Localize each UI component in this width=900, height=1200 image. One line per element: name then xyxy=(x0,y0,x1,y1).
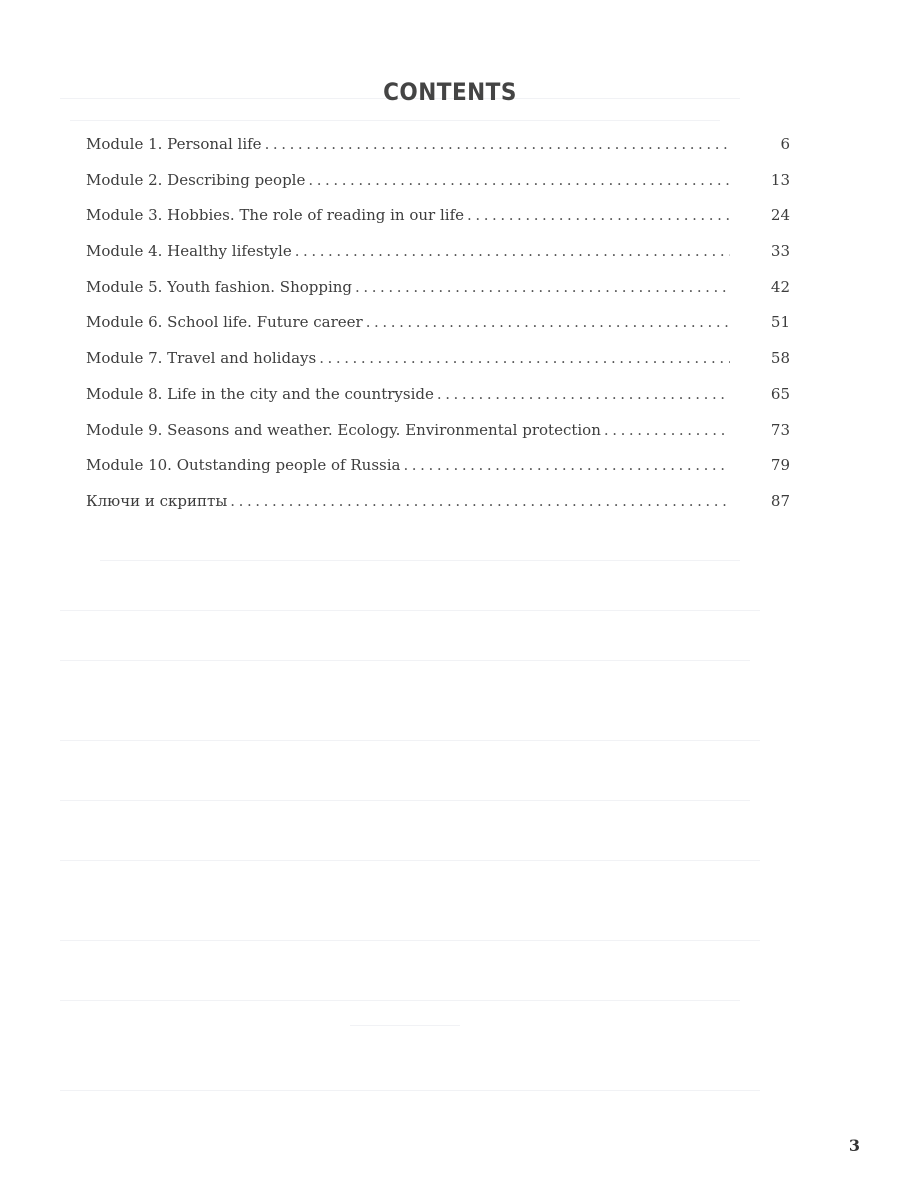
show-through-line xyxy=(70,120,720,121)
dot-leader xyxy=(437,385,730,403)
toc-entry-label: Module 3. Hobbies. The role of reading in our life xyxy=(86,206,465,225)
toc-entry[interactable] xyxy=(86,349,790,385)
toc-entry-label: Module 7. Travel and holidays xyxy=(86,349,317,368)
show-through-line xyxy=(60,1000,740,1001)
dot-leader xyxy=(230,492,730,510)
show-through-line xyxy=(60,800,750,801)
toc-entry-page: 51 xyxy=(770,313,790,332)
dot-leader xyxy=(403,456,730,474)
toc-entry[interactable] xyxy=(86,171,790,207)
dot-leader xyxy=(604,421,730,439)
toc-entry[interactable] xyxy=(86,313,790,349)
toc-entry-page: 73 xyxy=(770,420,790,439)
toc-entry-label: Module 10. Outstanding people of Russia xyxy=(86,456,401,475)
toc-entry-label: Module 5. Youth fashion. Shopping xyxy=(86,277,353,296)
dot-leader xyxy=(319,349,730,367)
toc-entry-label: Ключи и скрипты xyxy=(86,491,228,510)
toc-entry[interactable] xyxy=(86,492,790,528)
toc-entry-page: 58 xyxy=(770,349,790,368)
toc-entry-label: Module 2. Describing people xyxy=(86,170,306,189)
toc-entry[interactable] xyxy=(86,385,790,421)
toc-entry-page: 42 xyxy=(770,277,790,296)
table-of-contents xyxy=(86,135,790,528)
dot-leader xyxy=(355,278,730,296)
toc-entry[interactable] xyxy=(86,206,790,242)
dot-leader xyxy=(265,135,730,153)
show-through-line xyxy=(60,660,750,661)
show-through-line xyxy=(60,940,760,941)
toc-entry-page: 65 xyxy=(770,384,790,403)
toc-entry[interactable] xyxy=(86,135,790,171)
toc-entry-label: Module 9. Seasons and weather. Ecology. Environmental protection xyxy=(86,420,601,439)
toc-entry-label: Module 1. Personal life xyxy=(86,135,262,153)
toc-entry[interactable] xyxy=(86,456,790,492)
show-through-line xyxy=(100,560,740,561)
dot-leader xyxy=(467,206,730,224)
show-through-line xyxy=(350,1025,460,1026)
page-number: 3 xyxy=(848,1136,860,1155)
toc-entry-page: 24 xyxy=(770,206,790,225)
toc-entry-label: Module 8. Life in the city and the countryside xyxy=(86,384,434,403)
toc-entry[interactable] xyxy=(86,421,790,457)
toc-entry-page: 87 xyxy=(770,491,790,510)
show-through-line xyxy=(60,740,760,741)
toc-entry[interactable] xyxy=(86,242,790,278)
toc-entry[interactable] xyxy=(86,278,790,314)
show-through-line xyxy=(60,1090,760,1091)
contents-title: CONTENTS xyxy=(383,78,517,107)
toc-entry-page: 33 xyxy=(770,242,790,261)
dot-leader xyxy=(308,171,730,189)
dot-leader xyxy=(366,313,730,331)
dot-leader xyxy=(295,242,730,260)
toc-entry-page: 6 xyxy=(780,135,790,153)
toc-entry-label: Module 6. School life. Future career xyxy=(86,313,363,332)
toc-entry-page: 79 xyxy=(770,456,790,475)
show-through-line xyxy=(60,860,760,861)
toc-entry-page: 13 xyxy=(770,170,790,189)
show-through-line xyxy=(60,610,760,611)
toc-entry-label: Module 4. Healthy lifestyle xyxy=(86,242,292,261)
